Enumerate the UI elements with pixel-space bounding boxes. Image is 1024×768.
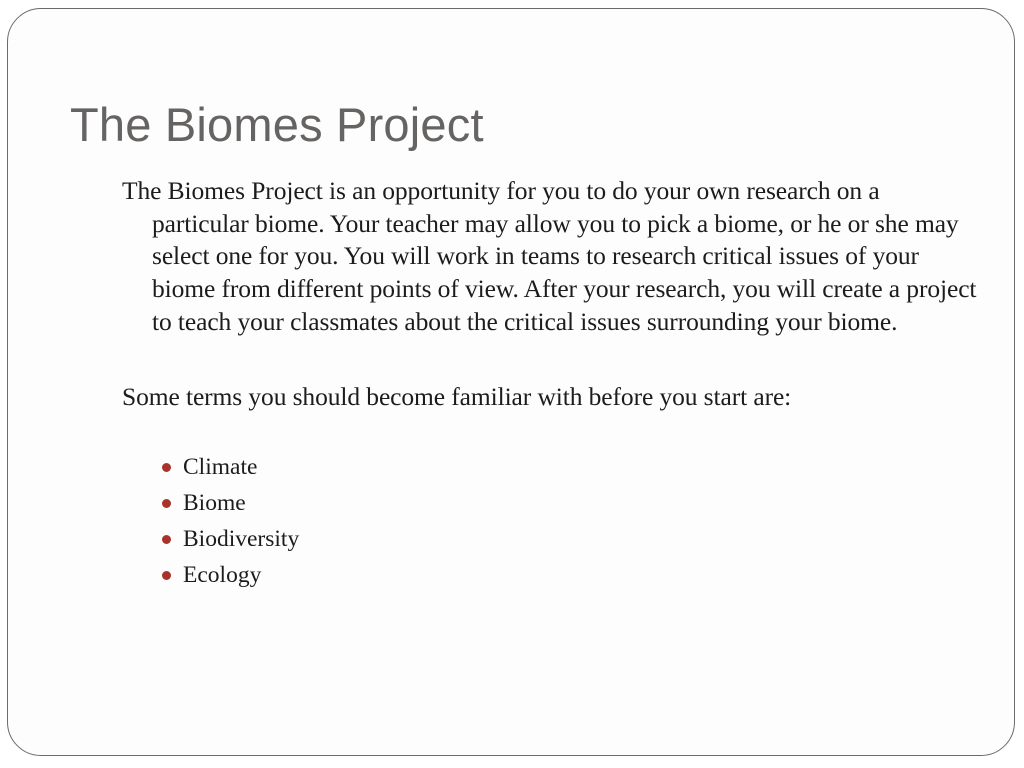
bullet-dot-icon xyxy=(162,535,171,544)
intro-paragraph: The Biomes Project is an opportunity for you to do your own research on a particular biome. Your teacher may allow you to pick a biome, or he or she may select one for you. You will work in teams to research critical issues of your biome from different points of view. After your research, you will create a project to teach your classmates about the critical issues surrounding your biome. xyxy=(122,176,977,336)
term-label: Biome xyxy=(183,490,246,517)
list-item xyxy=(162,449,982,485)
bullet-dot-icon xyxy=(162,499,171,508)
list-item xyxy=(162,485,982,521)
term-label: Climate xyxy=(183,454,258,481)
term-label: Ecology xyxy=(183,562,262,589)
slide-title: The Biomes Project xyxy=(70,98,484,151)
terms-list xyxy=(122,449,982,593)
list-item xyxy=(162,521,982,557)
terms-intro-paragraph: Some terms you should become familiar with before you start are: xyxy=(122,381,792,411)
term-label: Biodiversity xyxy=(183,526,300,553)
bullet-dot-icon xyxy=(162,463,171,472)
slide-frame xyxy=(7,8,1015,756)
list-item xyxy=(162,557,982,593)
slide-body xyxy=(122,175,982,593)
bullet-dot-icon xyxy=(162,571,171,580)
